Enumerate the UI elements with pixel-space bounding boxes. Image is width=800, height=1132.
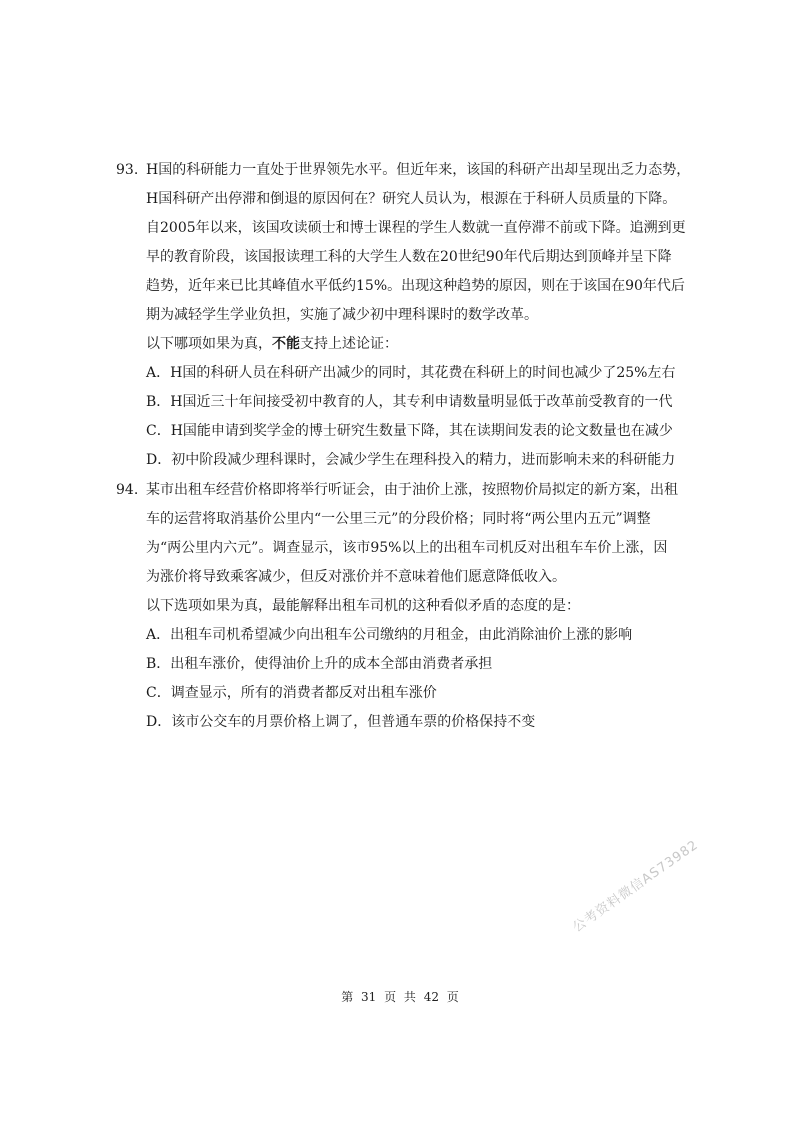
question-prompt: 以下哪项如果为真，不能支持上述论证：	[146, 336, 398, 352]
question-93	[116, 156, 696, 475]
option-a: A．H国的科研人员在科研产出减少的同时，其花费在科研上的时间也减少了25%左右	[146, 365, 676, 381]
option-b: B．H国近三十年间接受初中教育的人，其专利申请数量明显低于改革前受教育的一代	[146, 394, 673, 410]
option-d: D．初中阶段减少理科课时，会减少学生在理科投入的精力，进而影响未来的科研能力	[146, 452, 676, 468]
option-d: D．该市公交车的月票价格上调了，但普通车票的价格保持不变	[146, 714, 536, 730]
prompt-emphasis: 不能	[272, 336, 300, 352]
option-b: B．出租车涨价，使得油价上升的成本全部由消费者承担	[146, 656, 493, 672]
question-line: 为涨价将导致乘客减少，但反对涨价并不意味着他们愿意降低收入。	[146, 569, 566, 585]
question-line: H国科研产出停滞和倒退的原因何在？研究人员认为，根源在于科研人员质量的下降。	[146, 191, 677, 207]
question-line: 自2005年以来，该国攻读硕士和博士课程的学生人数就一直停滞不前或下降。追溯到更	[146, 220, 686, 236]
option-a: A．出租车司机希望减少向出租车公司缴纳的月租金，由此消除油价上涨的影响	[146, 627, 633, 643]
question-number: 93.	[116, 162, 139, 178]
question-line: 早的教育阶段，该国报读理工科的大学生人数在20世纪90年代后期达到顶峰并呈下降	[146, 249, 672, 265]
watermark: 公考资料微信AS73982	[570, 837, 702, 936]
option-c: C．调查显示，所有的消费者都反对出租车涨价	[146, 685, 437, 701]
question-line: 期为减轻学生学业负担，实施了减少初中理科课时的数学改革。	[146, 307, 538, 323]
option-c: C．H国能申请到奖学金的博士研究生数量下降，其在读期间发表的论文数量也在减少	[146, 423, 673, 439]
question-line: 车的运营将取消基价公里内“一公里三元”的分段价格；同时将“两公里内五元”调整	[146, 511, 651, 527]
question-prompt: 以下选项如果为真，最能解释出租车司机的这种看似矛盾的态度的是：	[146, 598, 580, 614]
page-footer: 第 31 页 共 42 页	[341, 990, 459, 1004]
question-line: 为“两公里内六元”。调查显示，该市95%以上的出租车司机反对出租车车价上涨，因	[146, 540, 668, 556]
question-number: 94.	[116, 482, 139, 498]
question-line: 趋势，近年来已比其峰值水平低约15%。出现这种趋势的原因，则在于该国在90年代后	[146, 278, 685, 294]
question-line: 94. 某市出租车经营价格即将举行听证会，由于油价上涨，按照物价局拟定的新方案，出租	[116, 476, 696, 505]
question-94	[116, 476, 696, 737]
question-line: 93. H国的科研能力一直处于世界领先水平。但近年来，该国的科研产出却呈现出乏力态势，	[116, 156, 696, 185]
